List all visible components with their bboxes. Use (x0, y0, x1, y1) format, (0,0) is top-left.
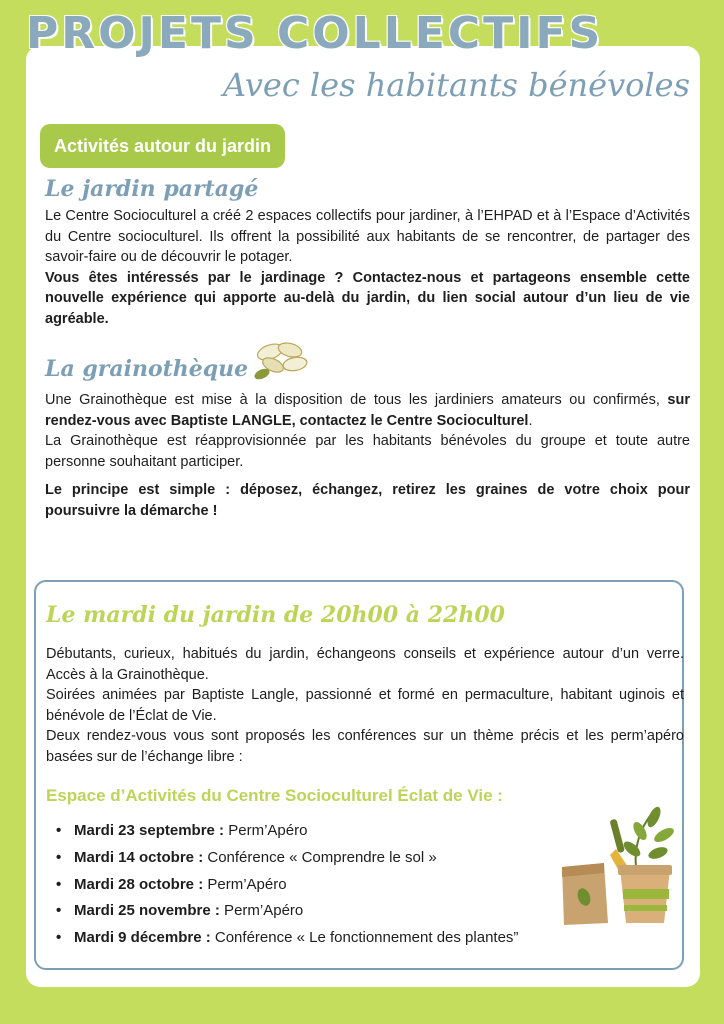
seed-bag-and-plant-pot-icon (554, 797, 680, 929)
grainotheque-paragraph-2: La Grainothèque est réapprovisionnée par les habitants bénévoles du groupe et toute autre personne souhaitant participer. (45, 433, 690, 470)
event-description: Conférence « Comprendre le sol » (203, 848, 437, 866)
mardi-jardin-text (46, 644, 684, 767)
grainotheque-principle: Le principe est simple : déposez, échangez, retirez les graines de votre choix pour poursuivre la démarche ! (45, 482, 690, 519)
grainotheque-p1-end: . (528, 412, 533, 429)
event-description: Perm’Apéro (224, 822, 308, 839)
list-item (56, 925, 518, 952)
mardi-jardin-paragraph-2: Soirées animées par Baptiste Langle, passionné et formé en permaculture, habitant uginois et bénévole de l’Éclat de Vie. (46, 687, 684, 724)
event-date: Mardi 14 octobre : (74, 848, 204, 866)
list-item (56, 818, 518, 845)
event-description: Perm’Apéro (203, 875, 287, 893)
mardi-jardin-heading: Le mardi du jardin de 20h00 à 22h00 (46, 602, 505, 628)
grainotheque-p1-start: Une Grainothèque est mise à la disposition de tous les jardiniers amateurs ou confirmés, (45, 392, 668, 408)
jardin-partage-heading: Le jardin partagé (45, 176, 259, 202)
event-description: Conférence « Le fonctionnement des plantes” (210, 929, 519, 947)
page-title: PROJETS COLLECTIFS (26, 8, 604, 59)
grainotheque-text (45, 390, 690, 521)
grainotheque-heading: La grainothèque (45, 356, 249, 382)
grainotheque-paragraph-1 (45, 390, 690, 431)
event-date: Mardi 23 septembre : (74, 822, 225, 839)
list-item (56, 845, 518, 872)
jardin-partage-paragraph: Le Centre Socioculturel a créé 2 espaces collectifs pour jardiner, à l’EHPAD et à l’Espace d’Activités du Centre socioculturel. Ils offrent la possibilité aux habitants de se rencontrer, de partager des savoir-faire ou de découvrir le potager. (45, 208, 690, 265)
list-item (56, 872, 518, 899)
mardi-jardin-paragraph-1: Débutants, curieux, habitués du jardin, échangeons conseils et expérience autour d’un verre. Accès à la Grainothèque. (46, 646, 684, 683)
espace-activites-heading: Espace d’Activités du Centre Socioculturel Éclat de Vie : (46, 786, 503, 805)
grainotheque-p1-bold: sur rendez-vous avec Baptiste LANGLE, contactez le Centre Socioculturel (45, 392, 690, 429)
jardin-partage-cta: Vous êtes intéressés par le jardinage ? Contactez-nous et partageons ensemble cette nouvelle expérience qui apporte au-delà du jardin, du lien social autour d’un lieu de vie agréable. (45, 269, 690, 327)
event-date: Mardi 28 octobre : (74, 875, 204, 893)
section-label: Activités autour du jardin (40, 124, 285, 168)
page-subtitle: Avec les habitants bénévoles (223, 66, 690, 104)
events-list (56, 818, 518, 952)
event-description: Perm’Apéro (219, 902, 304, 920)
mardi-jardin-paragraph-3: Deux rendez-vous vous sont proposés les conférences sur un thème précis et les perm’apéro basées sur de l’échange libre : (46, 728, 684, 765)
event-date: Mardi 9 décembre : (74, 929, 211, 947)
event-date: Mardi 25 novembre : (74, 902, 220, 920)
seeds-illustration-icon (250, 338, 312, 382)
list-item (56, 898, 518, 925)
jardin-partage-text (45, 206, 690, 329)
mardi-jardin-box (34, 580, 684, 970)
